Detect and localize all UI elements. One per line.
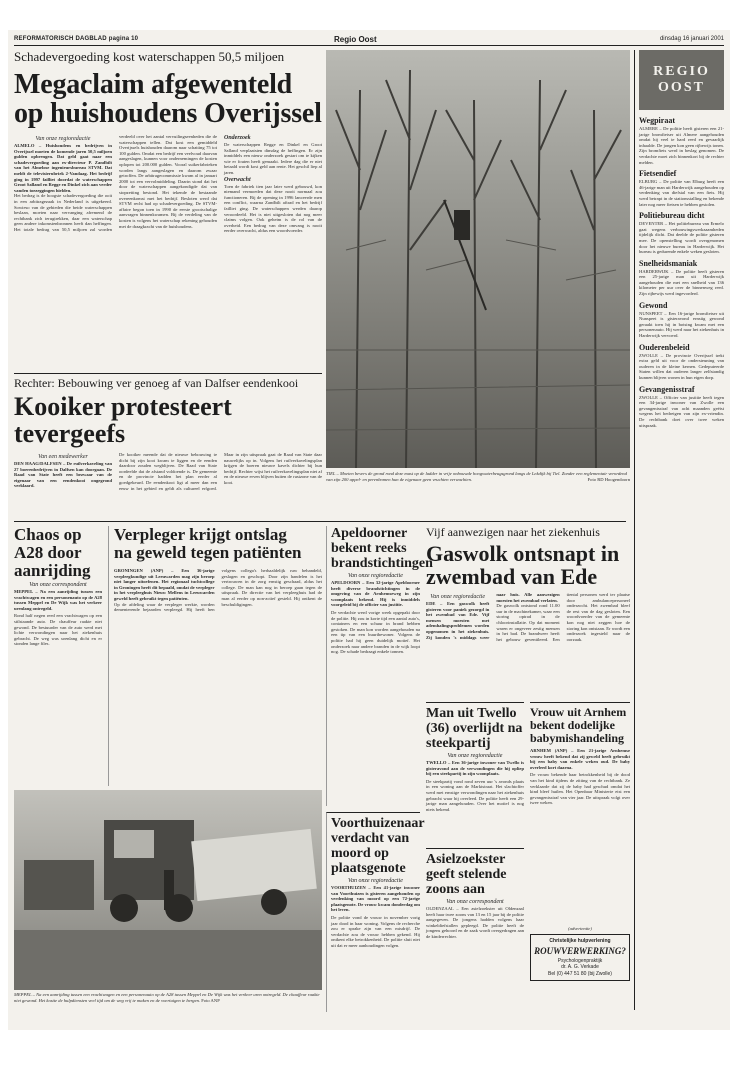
orchard-caption-text: TIEL – Moeten bevers de grond rond deze mast op de ladder in vrije onbouwde hoogwaterbeugsgrond langs de Lekdijk bij Tiel. Zonder een reglementair verordend van zijn 200 appel- en perenbomen hun de eigenaar geen vruchten verwachten. <box>326 471 627 482</box>
sidebar-brief-head: Gewond <box>639 300 668 310</box>
lead-intro: ALMELO – Huishoudens en bedrijven in Overijssel moeten de komende jaren 50,5 miljoen gulden opbrengen. Dat geld gaat naar een schadevergoeding aan ex-directeur P. Zandbilt van het Almelose ingenieursbureau STVM. Dat meldt de televisierubriek 2-Vandaag. Het bedrijf ging in 1997 failliet doordat de waterschappen Groot Salland en Regge en Dinkel zich aan verder vanden toezeggingen hielden. <box>14 143 112 193</box>
voorthuizenaar-story <box>326 812 425 1012</box>
sidebar-list <box>639 116 724 428</box>
orchard-photo-caption <box>326 471 630 489</box>
sidebar-brief-text: HARDERWIJK – De politie heeft gisteren een 25-jarige man uit Harderwijk aangehouden die met een snelheid van 136 kilometer per uur over de binnenweg reed. Zijn rijbewijs werd ingevorderd. <box>639 268 724 297</box>
lead-headline-line1: Megaclaim afgewenteld <box>14 69 293 100</box>
orchard-photo-credit: Foto RD Hoogendoorn <box>587 476 630 482</box>
gaswolk-kicker: Vijf aanwezigen naar het ziekenhuis <box>426 525 600 539</box>
kooiker-byline: Van een medewerker <box>38 454 88 460</box>
lead-headline-line2: op huishoudens Overijssel <box>14 98 322 129</box>
asielzoekster-text: OLDENZAAL – Een asielzoekster uit Oldenzaal heeft haar twee zoons van 13 en 15 jaar bij de politie aangegeven. De jongens hadden volgens haar winkeldiefstallen gepleegd. De politie heeft de jongens gehoord en de zaak wordt overgedragen aan de kinderrechter. <box>426 906 524 939</box>
sidebar-brief-head: Politiebureau dicht <box>639 211 705 221</box>
ad-line-2: dr. A. G. Verkade <box>561 963 599 970</box>
gaswolk-headline-line1: Gaswolk ontsnapt in <box>426 541 620 566</box>
chaos-text: Rond half negen reed een vrachtwagen op een stilstaande auto. De chauffeur raakte niet gewond. De bestuurder van de auto werd met lichte verwondingen naar het ziekenhuis gebracht. De weg was urenlang dicht en er stonden lange files. <box>14 613 102 647</box>
voorthuizenaar-text: De politie vond de vrouw in november vorig jaar dood in haar woning. Volgens de recherche zou er sprake zijn van een misdrijf. De verdachte zou de vrouw hebben gekend. Hij ontkent elke betrokkenheid. De politie sluit niet uit dat er meer aanhoudingen volgen. <box>331 914 420 948</box>
twello-intro: TWELLO – Een 36-jarige inwoner van Twello is gisteravond aan de verwondingen die hij opliep bij een steekpartij in zijn woonplaats. <box>426 760 524 777</box>
lead-text: Het bedrag is de hoogste schadevergoeding die ooit in een arbitragezaak in Nederland is uitgekeerd. Sowieso van de gebieden die beide waterschappen beslaan, moeten naar vervanging afremend de rechtbank zich terugtrekken, daar een waterschap geen andere inkomstenbronnen heeft dan heffingen. Het totale bedrag van 50,5 miljoen zal worden verdeeld over het aantal vervuilingseenheden die de waterschappen tellen. Dat kost een gemiddeld Overijssels huishouden daarom naar schatting 75 tot 100 gulden. Omdat een bedrijf een veelvoud daarvan aangeslagen, kunnen voor ondernemingen de kosten oplopen tot 200.000 gulden. Vooral suikerfabrieken worden langs aangeslagen en daarom zwaar getroffen. De arbitragecommissie kwam al in januari 2000 tot een vervolmiddeling. Daarin stond dat het door de waterschappen aangekondigde dat van stopzetting bestond. Het tekende de bestaande overeenkomst met het bedrijf. Besloten werd dat STVM recht had op schadevergoeding. De STVM-affaire begon toen in 1990 de eerste grootschalige aanvragen binnenkwamen. Bij de verdeling van de kosten is volgens het waterschap rekening gehouden met de draagkracht van de huishoudens. <box>14 134 217 232</box>
advertisement <box>530 926 630 1012</box>
sidebar-brief-head: Ouderenbeleid <box>639 342 690 352</box>
sidebar-brief-head: Fietsendief <box>639 169 677 179</box>
apeldoorner-headline: Apeldoorner bekent reeks brandstichtingen <box>331 526 433 571</box>
sidebar-brief-head: Gevangenisstraf <box>639 384 695 394</box>
newspaper-page <box>8 30 730 1030</box>
verpleger-story <box>108 526 322 786</box>
rule-kooiker <box>14 373 322 374</box>
ad-line-1: Psychologenpraktijk <box>557 957 603 964</box>
masthead-rule <box>14 45 724 46</box>
truck-photo <box>14 790 322 990</box>
kooiker-text: De kooiker meende dat de nieuwe bebouwing te dicht bij zijn kooi kwam te liggen en de eenden daardoor zouden wegblijven. De Raad van State oordeelde dat de afstand voldoende is. De gemeente en de provincie hadden het plan eerder al goedgekeurd. De eendenkooi ligt al meer dan een eeuw in het gebied en geldt als cultureel erfgoed. Maar in zijn uitspraak gaat de Raad van State daar nauwelijks op in. Volgens het ruilverkavelingsplan krijgen de boeren nieuwe kavels dichter bij hun bedrijf. Rechter wijst het ruilverkavelingsplan niet af en de nieuwe erven blijven buiten de rustzone van de kooi. <box>119 452 322 491</box>
kooiker-headline: Kooiker protesteert tevergeefs <box>14 392 232 448</box>
gaswolk-byline: Van onze regioredactie <box>430 594 486 600</box>
lead-subhead-2: Overwacht <box>224 176 251 183</box>
truck-photo-credit: Foto ANP <box>201 997 220 1003</box>
sidebar-section-banner: REGIO OOST <box>639 50 724 110</box>
gaswolk-text: De gaswolk ontstond rond 11.00 uur in de machinekamer, waar een storing optrad in de chloorinstallatie. Op dat moment waren er ongeveer zestig mensen in het bad. De brandweer heeft het gebouw geventileerd. Een tiental personen werd ter plaatse door ambulancepersoneel onderzocht. Het zwembad bleef de rest van de dag gesloten. Een woordvoerder van de gemeente kon nog niet zeggen hoe de storing kon ontstaan. Er wordt een onderzoek ingesteld naar de oorzaak. <box>496 592 630 642</box>
arnhem-intro: ARNHEM (ANP) – Een 21-jarige Arnhemse vrouw heeft bekend dat zij geweld heeft gebruikt bij een baby van enkele weken oud. De baby overleed kort daarna. <box>530 748 630 770</box>
lead-text-3: Toen de fabriek tien jaar later werd gebouwd, kon niemand vermoeden dat deze nooit normaal zou functioneren. Bij de opening in 1996 lanceerde men een conflict, waarna Zandbilt aftrad en het bedrijf failliet ging. De waterschappen werden daarop veroordeeld. Het is niet uitgesloten dat nog meer claims volgen. Ook geheim is de rol van de overheid. Een bedrag van deze omvang is nooit eerder overwacht, aldus een woordvoerder. <box>224 183 322 234</box>
verpleger-body <box>114 568 322 783</box>
orchard-photo <box>326 50 630 468</box>
kooiker-intro: DEN HAAG/DALFSEN – De ruilverkaveling van 27 boerenbedrijven in Dalfsen kan doorgaan. De Raad van State heeft een bezwaar van de eigenaar van een eendenkooi ongegrond verklaard. <box>14 461 112 489</box>
asielzoekster-story <box>426 848 524 1013</box>
sidebar-brief-text: ZWOLLE – De provincie Overijssel trekt extra geld uit voor de ondersteuning van ouderen in de kleine kernen. Gedeputeerde Staten willen dat ouderen langer zelfstandig kunnen blijven wonen in hun eigen dorp. <box>639 352 724 380</box>
chaos-story <box>14 526 102 786</box>
apeldoorner-intro: APELDOORN – Een 32-jarige Apeldoorner heeft diverse brandstichtingen in de omgeving van de Arnhemseweg in zijn woonplaats bekend. Hij is inmiddels voorgeleid bij de officier van justitie. <box>331 580 420 608</box>
arnhem-text: De vrouw bekende haar betrokkenheid bij de dood van het kind tijdens de zitting van de rechtbank. Ze verklaarde dat zij de baby had geschud omdat het kind bleef huilen. Het Openbaar Ministerie eist een gevangenisstraf van vier jaar. De uitspraak volgt over twee weken. <box>530 772 630 806</box>
orchard-photo-image <box>326 50 630 468</box>
apeldoorner-text: De verdachte werd vorige week opgepakt door de politie. Hij zou in korte tijd een aantal auto's, containers en een schuur in brand hebben gestoken. De man kon worden aangehouden na een tip van een buurtbewoner. Volgens de politie had hij geen duidelijk motief. Het onderzoek naar andere branden in de wijk loopt nog. De schade bedraagt enkele tonnen. <box>331 609 420 655</box>
rule-lower <box>14 521 626 522</box>
chaos-intro: MEPPEL – Na een aanrijding tussen een vrachtwagen en een personenauto op de A28 tussen Meppel en De Wijk was het verkeer urenlang ontregeld. <box>14 589 102 611</box>
apeldoorner-byline: Van onze regioredactie <box>348 573 403 579</box>
ad-headline: ROUWVERWERKING? <box>534 945 626 956</box>
gaswolk-intro: EDE – Een gaswolk heeft gisteren voor paniek gezorgd in het zwembad van Ede. Vijf mensen moesten met ademhalingsproblemen worden opgenomen in het ziekenhuis. Zij konden 's middags weer naar huis. Alle aanwezigen moesten het zwembad verlaten. <box>426 592 560 640</box>
arnhem-story <box>530 702 630 922</box>
lead-body <box>14 134 322 374</box>
lead-text-2: De waterschappen Regge en Dinkel en Groot Salland verplaatsten dinsdag de heffingen. Er zijn inmiddels een nieuw onderzoek gestart om te kijken wie er fouten heeft gemaakt. Iedere dag die er niet betaald wordt kost geld aan rente. Het geschil liep al jaren. <box>224 142 322 175</box>
twello-text: De steekpartij vond rond zeven uur 's avonds plaats in een woning aan de Marktstraat. Het slachtoffer werd met ernstige verwondingen naar het ziekenhuis gebracht waar hij overleed. De politie heeft een 29-jarige man aangehouden. Over het motief is nog niets bekend. <box>426 778 524 812</box>
sidebar-brief-text: NUNSPEET – Een 16-jarige bromfietser uit Nunspeet is gisteravond ernstig gewond geraakt toen hij in botsing kwam met een personenauto. Hij werd naar het ziekenhuis in Harderwijk vervoerd. <box>639 310 724 339</box>
asielzoekster-headline: Asielzoekster geeft stelende zoons aan <box>426 852 507 897</box>
gaswolk-story <box>426 526 630 696</box>
lead-kicker: Schadevergoeding kost waterschappen 50,5 miljoen <box>14 49 285 64</box>
ad-title: Christelijke hulpverlening <box>549 937 611 944</box>
lead-subhead-1: Onderzoek <box>224 135 251 141</box>
sidebar-briefs <box>634 50 724 1010</box>
gaswolk-headline-line2: zwembad van Ede <box>426 564 598 589</box>
sidebar-brief-head: Snelheidsmaniak <box>639 258 698 268</box>
paper-name: REFORMATORISCH DAGBLAD pagina 10 <box>14 36 139 42</box>
sidebar-brief-text: ALMERE – De politie heeft gisteren een 21-jarige bromfietser uit Almere aangehouden omdat hij veel te hard reed en gevaarlijk inhaalde. De jongen kon geen rijbewijs tonen. Zijn bromfiets werd in beslag genomen. De verdachte moet zich binnenkort bij de rechter melden. <box>639 126 724 165</box>
sidebar-brief-text: ELBURG – De politie van Elburg heeft een 46-jarige man uit Harderwijk aangehouden op verdenking van diefstal van een fiets. Hij werd betrapt in de stationsstalling en bekende later nog meer fietsen te hebben gestolen. <box>639 179 724 207</box>
chaos-headline: Chaos op A28 door aanrijding <box>14 525 91 580</box>
sidebar-brief-text: ZWOLLE – Officier van justitie heeft tegen een 34-jarige inwoner van Zwolle een gevangenisstraf van acht maanden geëist wegens het bedreigen van zijn ex-vriendin. De rechtbank doet over twee weken uitspraak. <box>639 394 724 428</box>
sidebar-brief-text: DEVENTER – Het politiebureau van Ermelo gaat wegens verbouwingswerkzaamheden tijdelijk dicht. Dat deelde de politie gisteren mee. De openstelling wordt overgenomen door het nieuwe bureau in Harderwijk. Het bureau is gedurende enkele weken gesloten. <box>639 221 724 255</box>
lead-story <box>14 50 322 370</box>
apeldoorner-story <box>326 526 433 806</box>
voorthuizenaar-headline: Voorthuizenaar verdacht van moord op plaatsgenote <box>331 816 425 876</box>
ad-box <box>530 934 630 981</box>
sidebar-brief-head: Wegpiraat <box>639 116 675 125</box>
verpleger-text: Op de afdeling waar de verpleger werkte, worden dementerende bejaarden verpleegd. Hij heeft hen volgens collega's herhaaldelijk ruw behandeld, geslagen en geschopt. Door zijn handelen is het vertrouwen in de zorg ernstig geschaad, aldus het college. De man kan nog in beroep gaan tegen de uitspraak. De directie van het verpleeghuis had de man al eerder op non-actief gesteld. Hij ontkent de beschuldigingen. <box>114 568 322 613</box>
section-title: Regio Oost <box>334 35 377 44</box>
voorthuizenaar-intro: VOORTHUIZEN – Een 41-jarige inwoner van Voorthuizen is gisteren aangehouden op verdenking van moord op een 72-jarige plaatsgenote. De vrouw kwam donderdag om het leven. <box>331 885 420 913</box>
ad-line-3: Bel (0) 447 51 80 (bij Zwolle) <box>548 970 612 977</box>
ad-label: (advertentie) <box>568 926 592 931</box>
verpleger-intro: GRONINGEN (ANP) – Een 36-jarige verpleegkundige uit Leeuwarden mag zijn beroep niet langer uitoefenen. Het regionaal tuchtcollege in Groningen heeft dit bepaald, omdat de verpleger in het verpleeghuis Nieuw Mellens in Leeuwarden geweld heeft gebruikt tegen patiënten. <box>114 568 215 601</box>
truck-photo-image <box>14 790 322 990</box>
lead-byline: Van onze regioredactie <box>35 136 91 142</box>
twello-headline: Man uit Twello (36) overlijdt na steekpartij <box>426 706 523 751</box>
truck-photo-caption <box>14 992 322 1018</box>
twello-byline: Van onze regioredactie <box>447 753 503 759</box>
kooiker-story <box>14 377 322 517</box>
issue-date: dinsdag 16 januari 2001 <box>659 36 724 42</box>
gaswolk-body <box>426 592 630 692</box>
kooiker-kicker: Rechter: Bebouwing ver genoeg af van Dalfser eendenkooi <box>14 376 299 390</box>
truck-caption-text: MEPPEL – Na een aanrijding tussen een vrachtwagen en een personenauto op de A28 tussen Meppel en De Wijk was het verkeer uren ontregeld. De chauffeur raakte niet gewond. Het kostte de hulpdiensten veel tijd om de weg vrij te maken en de voertuigen te bergen. <box>14 992 320 1003</box>
voorthuizenaar-byline: Van onze regioredactie <box>348 878 403 884</box>
twello-story <box>426 702 524 842</box>
verpleger-headline-line1: Verpleger krijgt ontslag <box>114 525 287 544</box>
asielzoekster-byline: Van onze correspondent <box>446 899 504 905</box>
verpleger-headline-line2: na geweld tegen patiënten <box>114 543 302 562</box>
chaos-byline: Van onze correspondent <box>29 582 87 588</box>
arnhem-headline: Vrouw uit Arnhem bekent dodelijke babymishandeling <box>530 705 627 745</box>
